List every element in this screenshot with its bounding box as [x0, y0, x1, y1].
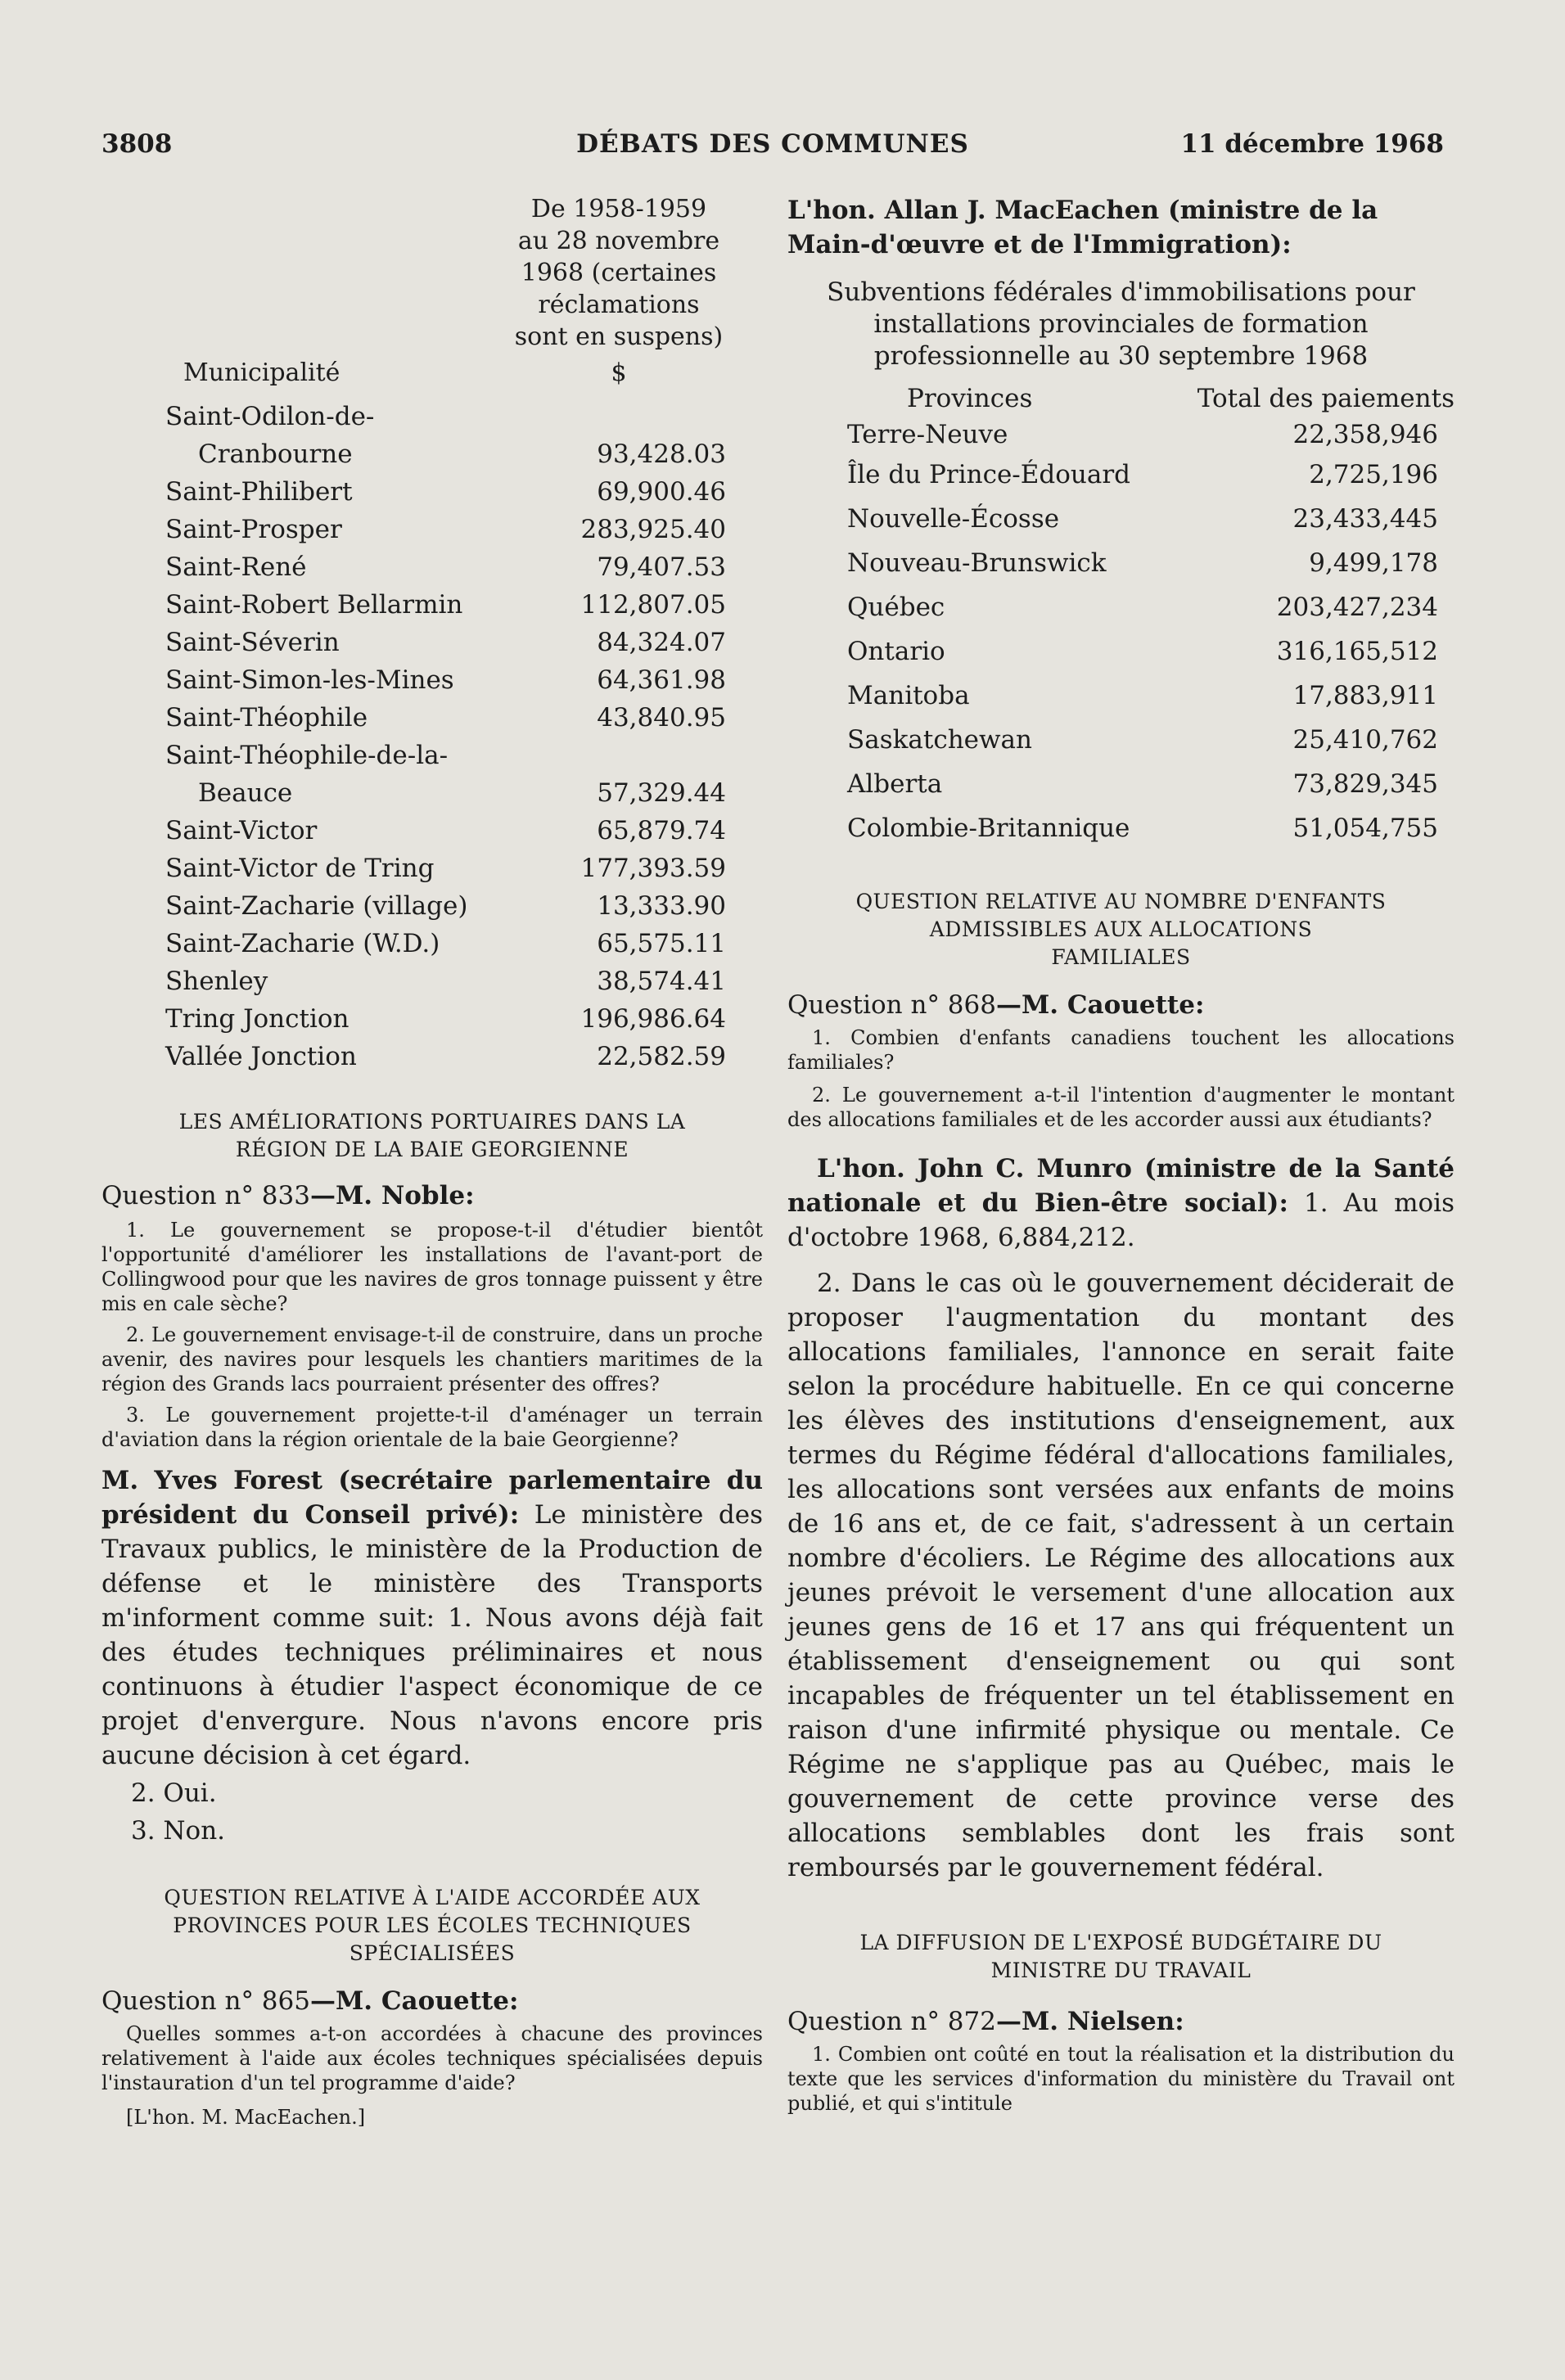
- municipality-name: Saint-Victor: [165, 816, 318, 845]
- page-header: [101, 129, 1444, 169]
- payment-value: 22,358,946: [1292, 420, 1438, 449]
- question-para: 1. Combien ont coûté en tout la réalisation et la distribution du texte que les services d'information du ministère du Travail ont publié, et qui s'intitule: [787, 2043, 1455, 2115]
- payment-value: 25,410,762: [1292, 725, 1438, 755]
- amount-value: 64,361.98: [597, 665, 726, 695]
- provinces-column-header: Provinces: [907, 384, 1033, 413]
- municipality-name: Saint-Victor de Tring: [165, 854, 435, 883]
- section-heading-budget-statement: [787, 1929, 1455, 1985]
- table-row: [101, 812, 763, 850]
- question-833: [101, 1179, 763, 1213]
- question-833-text: [101, 1218, 763, 1452]
- municipality-name: Saint-Odilon-de-: [165, 402, 375, 431]
- footer-note: [L'hon. M. MacEachen.]: [126, 2106, 366, 2129]
- question-para: 3. Le gouvernement projette-t-il d'aménager un terrain d'aviation dans la région orientale de la baie Georgienne?: [101, 1404, 763, 1451]
- section-heading-harbour: [101, 1108, 763, 1164]
- question-number: Question n° 872: [787, 2007, 996, 2036]
- question-para: Quelles sommes a-t-on accordées à chacune des provinces relativement à l'aide aux écoles techniques spécialisées depuis l'instauration d'un tel programme d'aide?: [101, 2022, 763, 2094]
- province-name: Alberta: [847, 769, 943, 799]
- amount-value: 177,393.59: [580, 854, 726, 883]
- table-row: [787, 762, 1455, 806]
- question-member: —M. Caouette:: [995, 990, 1205, 1020]
- title-line: professionnelle au 30 septembre 1968: [873, 341, 1369, 371]
- municipality-name: Shenley: [165, 967, 268, 996]
- municipality-name: Tring Jonction: [165, 1004, 350, 1034]
- payment-value: 316,165,512: [1276, 637, 1438, 666]
- table-row: [787, 718, 1455, 762]
- table-row: [101, 473, 763, 511]
- question-865: [101, 1984, 763, 2018]
- payment-value: 23,433,445: [1292, 504, 1438, 534]
- subsidies-table-header: [787, 381, 1455, 417]
- amount-value: 22,582.59: [597, 1042, 726, 1071]
- table-row: [101, 1038, 763, 1075]
- answer-868: [787, 1152, 1455, 1885]
- speaker-line: L'hon. Allan J. MacEachen (ministre de la: [787, 196, 1378, 225]
- table-row: [787, 541, 1455, 585]
- page-date: 11 décembre 1968: [1180, 129, 1444, 159]
- currency-symbol: $: [611, 358, 627, 387]
- amount-value: 79,407.53: [597, 552, 726, 582]
- amount-value: 43,840.95: [597, 703, 726, 732]
- municipality-name: Saint-Séverin: [165, 628, 340, 657]
- answer-text: 3. Non.: [131, 1816, 226, 1846]
- payment-value: 2,725,196: [1309, 460, 1438, 489]
- question-868-text: [787, 1025, 1455, 1132]
- left-column: [101, 193, 763, 2130]
- municipality-table-header: [101, 193, 763, 398]
- payment-value: 51,054,755: [1292, 814, 1438, 843]
- amount-value: 38,574.41: [597, 967, 726, 996]
- municipality-name: Saint-Théophile-de-la-: [165, 741, 449, 770]
- municipality-name: Saint-Simon-les-Mines: [165, 665, 454, 695]
- payment-value: 203,427,234: [1276, 593, 1438, 622]
- question-member: —M. Noble:: [309, 1181, 475, 1210]
- table-row: [787, 497, 1455, 541]
- section-heading-technical-schools: [101, 1884, 763, 1968]
- minister-speaker: [787, 193, 1455, 262]
- amount-header-line: sont en suspens): [514, 322, 724, 351]
- question-number: Question n° 833: [101, 1181, 310, 1210]
- question-para: 1. Combien d'enfants canadiens touchent les allocations familiales?: [787, 1026, 1455, 1074]
- municipality-name: Saint-Philibert: [165, 477, 353, 507]
- amount-value: 65,575.11: [597, 929, 726, 958]
- heading-line: FAMILIALES: [1051, 945, 1191, 969]
- question-member: —M. Caouette:: [309, 1986, 519, 2016]
- municipality-name: Saint-Zacharie (village): [165, 891, 468, 921]
- answer-text: 1. Au mois d'octobre 1968, 6,884,212.: [787, 1188, 1455, 1252]
- table-row: [101, 624, 763, 661]
- amount-value: 112,807.05: [580, 590, 726, 620]
- amount-header-line: De 1958-1959: [530, 195, 707, 223]
- amount-value: 57,329.44: [597, 778, 726, 808]
- question-number: Question n° 868: [787, 990, 996, 1020]
- province-name: Nouvelle-Écosse: [847, 504, 1060, 534]
- answer-speaker: M. Yves Forest (secrétaire parlementaire du président du Conseil privé):: [101, 1466, 763, 1530]
- heading-line: LES AMÉLIORATIONS PORTUAIRES DANS LA: [178, 1110, 686, 1134]
- municipality-name: Saint-Prosper: [165, 515, 342, 544]
- province-name: Nouveau-Brunswick: [847, 548, 1107, 578]
- municipality-name: Saint-Zacharie (W.D.): [165, 929, 440, 958]
- page-number: 3808: [101, 129, 173, 159]
- municipality-column-header: Municipalité: [183, 358, 341, 387]
- title-line: installations provinciales de formation: [873, 309, 1369, 339]
- payment-value: 17,883,911: [1292, 681, 1438, 710]
- table-row: [101, 737, 763, 812]
- province-name: Ontario: [847, 637, 945, 666]
- question-872-text: [787, 2042, 1455, 2116]
- payments-column-header: Total des paiements: [1197, 384, 1455, 413]
- speaker-line: Main-d'œuvre et de l'Immigration):: [787, 230, 1292, 259]
- question-para: 1. Le gouvernement se propose-t-il d'étudier bientôt l'opportunité d'améliorer les installations de l'avant-port de Collingwood pour que les navires de gros tonnage puissent y être mis en cale sèche?: [101, 1219, 763, 1315]
- table-row: [787, 629, 1455, 674]
- table-row: [101, 1000, 763, 1038]
- municipality-name-cont: Beauce: [198, 778, 293, 808]
- heading-line: RÉGION DE LA BAIE GEORGIENNE: [235, 1138, 629, 1161]
- province-name: Colombie-Britannique: [847, 814, 1130, 843]
- municipality-name-cont: Cranbourne: [198, 439, 353, 469]
- table-row: [101, 586, 763, 624]
- amount-header-line: au 28 novembre: [517, 227, 720, 255]
- question-para: 2. Le gouvernement envisage-t-il de construire, dans un proche avenir, des navires pour lesquels les chantiers maritimes de la région des Grands lacs pourraient présenter des offres?: [101, 1323, 763, 1395]
- province-name: Québec: [847, 593, 945, 622]
- municipality-table: [101, 398, 763, 1075]
- municipality-name: Vallée Jonction: [165, 1042, 357, 1071]
- table-row: [101, 511, 763, 548]
- payment-value: 9,499,178: [1309, 548, 1438, 578]
- province-name: Terre-Neuve: [847, 420, 1008, 449]
- amount-value: 65,879.74: [597, 816, 726, 845]
- table-row: [101, 850, 763, 887]
- subsidies-table: [787, 417, 1455, 850]
- table-row: [787, 417, 1455, 453]
- question-para: 2. Le gouvernement a-t-il l'intention d'augmenter le montant des allocations familiales et de les accorder aussi aux étudiants?: [787, 1084, 1455, 1131]
- table-row: [101, 925, 763, 962]
- heading-line: QUESTION RELATIVE AU NOMBRE D'ENFANTS: [855, 890, 1387, 913]
- payment-value: 73,829,345: [1292, 769, 1438, 799]
- subsidies-table-title: [787, 277, 1455, 372]
- table-row: [787, 585, 1455, 629]
- heading-line: MINISTRE DU TRAVAIL: [990, 1959, 1252, 1982]
- amount-header-line: 1968 (certaines: [521, 259, 717, 287]
- answer-text: 2. Dans le cas où le gouvernement déciderait de proposer l'augmentation du montant des allocations familiales, l'annonce en serait faite selon la procédure habituelle. En ce qui concerne les élèves des institutions d'enseignement, aux termes du Régime fédéral d'allocations familiales, les allocations sont versées aux enfants de moins de 16 ans et, de ce fait, s'adressent à un certain nombre d'écoliers. Le Régime des allocations aux jeunes prévoit le versement d'une allocation aux jeunes gens de 16 et 17 ans qui fréquentent un établissement d'enseignement ou qui sont incapables de fréquenter un tel établissement en raison d'une infirmité physique ou mentale. Ce Régime ne s'applique pas au Québec, mais le gouvernement de cette province verse des allocations semblables dont les frais sont remboursés par le gouvernement fédéral.: [787, 1269, 1455, 1882]
- heading-line: SPÉCIALISÉES: [349, 1941, 516, 1965]
- table-row: [101, 887, 763, 925]
- answer-833: [101, 1463, 763, 1848]
- table-row: [787, 806, 1455, 850]
- answer-text: Le ministère des Travaux publics, le ministère de la Production de défense et le ministère des Transports m'informent comme suit: 1. Nous avons déjà fait des études techniques préliminaires et nous continuons à étudier l'aspect économique de ce projet d'envergure. Nous n'avons encore pris aucune décision à cet égard.: [101, 1500, 763, 1770]
- amount-value: 93,428.03: [597, 439, 726, 469]
- section-heading-family-allowances: [787, 888, 1455, 971]
- amount-header-line: réclamations: [538, 291, 700, 319]
- municipality-name: Saint-Théophile: [165, 703, 368, 732]
- municipality-name: Saint-René: [165, 552, 307, 582]
- amount-value: 196,986.64: [580, 1004, 726, 1034]
- question-member: —M. Nielsen:: [995, 2007, 1184, 2036]
- heading-line: PROVINCES POUR LES ÉCOLES TECHNIQUES: [173, 1913, 692, 1937]
- question-865-text: [101, 2022, 763, 2130]
- answer-speaker: L'hon. John C. Munro (ministre de la Santé nationale et du Bien-être social):: [787, 1154, 1455, 1218]
- question-868: [787, 988, 1455, 1022]
- province-name: Saskatchewan: [847, 725, 1033, 755]
- title-line: Subventions fédérales d'immobilisations pour: [827, 277, 1415, 307]
- amount-value: 283,925.40: [580, 515, 726, 544]
- table-row: [101, 398, 763, 473]
- answer-text: 2. Oui.: [131, 1778, 217, 1808]
- table-row: [101, 661, 763, 699]
- heading-line: LA DIFFUSION DE L'EXPOSÉ BUDGÉTAIRE DU: [859, 1931, 1382, 1954]
- table-row: [787, 453, 1455, 497]
- municipality-name: Saint-Robert Bellarmin: [165, 590, 463, 620]
- table-row: [101, 699, 763, 737]
- question-number: Question n° 865: [101, 1986, 310, 2016]
- running-title: DÉBATS DES COMMUNES: [576, 129, 969, 159]
- table-row: [101, 962, 763, 1000]
- table-row: [787, 674, 1455, 718]
- province-name: Manitoba: [847, 681, 970, 710]
- amount-value: 69,900.46: [597, 477, 726, 507]
- amount-value: 84,324.07: [597, 628, 726, 657]
- heading-line: ADMISSIBLES AUX ALLOCATIONS: [929, 917, 1313, 941]
- question-872: [787, 2004, 1455, 2039]
- amount-column-header: [493, 193, 745, 353]
- heading-line: QUESTION RELATIVE À L'AIDE ACCORDÉE AUX: [164, 1886, 701, 1909]
- province-name: Île du Prince-Édouard: [847, 460, 1131, 489]
- table-row: [101, 548, 763, 586]
- amount-value: 13,333.90: [597, 891, 726, 921]
- right-column: [787, 193, 1455, 2116]
